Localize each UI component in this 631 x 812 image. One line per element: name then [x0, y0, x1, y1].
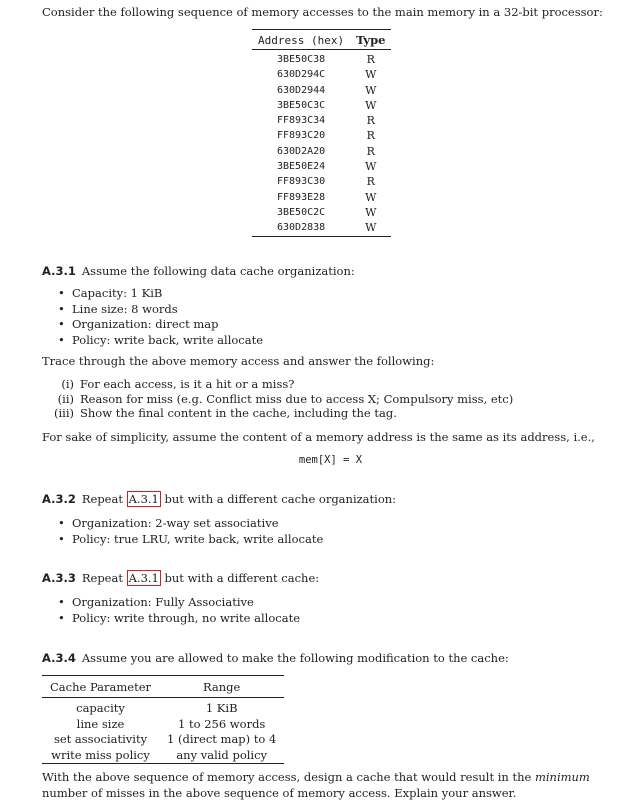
table-row [252, 98, 391, 113]
list-item [48, 377, 513, 392]
type-cell: W [365, 190, 377, 204]
section-a34-title [42, 651, 509, 665]
type-header: Type [350, 30, 391, 50]
table-row [42, 748, 284, 764]
list-item: • Policy: write through, no write allocate [58, 611, 300, 627]
list-item [48, 406, 513, 421]
step-text: Reason for miss (e.g. Conflict miss due to access X; Compulsory miss, etc) [80, 391, 514, 406]
section-text: Assume you are allowed to make the following modification to the cache: [81, 651, 509, 665]
step-marker: (ii) [57, 391, 74, 406]
table-row [252, 190, 391, 205]
parameter-cell: line size [76, 716, 125, 731]
final-text-emphasis: minimum [534, 770, 590, 784]
address-header: Address (hex) [252, 30, 350, 50]
step-marker: (i) [61, 377, 74, 391]
type-cell: W [365, 98, 377, 112]
section-text: Assume the following data cache organization: [81, 264, 355, 278]
section-number: A.3.2 [42, 492, 76, 506]
code-equation [0, 454, 631, 466]
list-item: • Policy: true LRU, write back, write allocate [58, 532, 323, 548]
intro-text: Consider the following sequence of memory accesses to the main memory in a 32-bit processor: [42, 5, 603, 19]
parameter-header: Cache Parameter [42, 676, 159, 698]
type-cell: R [366, 114, 375, 128]
type-cell: R [366, 53, 375, 66]
range-cell: any valid policy [176, 747, 268, 762]
a31-reference-link[interactable]: A.3.1 [128, 492, 159, 506]
section-pre: Repeat [81, 571, 123, 585]
type-cell: W [365, 205, 377, 219]
table-row [42, 698, 284, 717]
address-cell: FF893C30 [277, 176, 326, 188]
type-cell: W [365, 160, 377, 174]
section-number: A.3.4 [42, 651, 76, 665]
section-post: but with a different cache: [164, 571, 320, 585]
table-row [252, 144, 391, 159]
table-row [252, 50, 391, 68]
step-text: For each access, is it a hit or a miss? [80, 377, 295, 391]
step-marker: (iii) [53, 406, 74, 420]
section-number: A.3.3 [42, 571, 76, 585]
memory-access-table [252, 29, 391, 237]
address-cell: FF893C34 [277, 115, 326, 127]
trace-instruction: Trace through the above memory access and answer the following: [42, 354, 435, 368]
address-cell: 630D2A20 [277, 145, 326, 157]
table-row [42, 732, 284, 748]
section-number: A.3.1 [42, 264, 76, 278]
table-row [252, 174, 391, 189]
address-cell: FF893C20 [277, 130, 326, 142]
final-text-post: number of misses in the above sequence of memory access. Explain your answer. [42, 785, 517, 800]
a31-reference-link[interactable]: A.3.1 [128, 571, 159, 585]
section-a33-title [42, 571, 319, 585]
address-cell: 3BE50C3C [277, 99, 326, 111]
table-row [42, 717, 284, 733]
list-item: • Organization: Fully Associative [58, 595, 300, 611]
table-row [252, 220, 391, 236]
address-cell: 3BE50C38 [277, 54, 326, 65]
parameter-cell: capacity [76, 701, 125, 715]
cache-parameter-table [42, 675, 284, 764]
list-item: • Line size: 8 words [58, 302, 263, 318]
type-cell: R [366, 144, 375, 158]
range-cell: 1 (direct map) to 4 [167, 732, 277, 746]
a33-bullet-list [58, 595, 300, 626]
section-a31-title [42, 264, 355, 278]
table-row [252, 205, 391, 220]
section-a32-title [42, 492, 396, 506]
type-cell: R [366, 129, 375, 143]
table-row [252, 128, 391, 143]
parameter-cell: write miss policy [51, 747, 150, 762]
a32-bullet-list [58, 516, 323, 547]
simplicity-note: For sake of simplicity, assume the content of a memory address is the same as its address, i.e., [42, 430, 595, 444]
final-text-pre: With the above sequence of memory access, design a cache that would result in the [42, 770, 532, 784]
address-cell: 630D2944 [277, 84, 326, 96]
range-cell: 1 KiB [205, 701, 238, 715]
code-text: mem[X] = X [298, 454, 363, 466]
address-cell: 630D294C [277, 69, 326, 81]
table-row [252, 83, 391, 98]
section-post: but with a different cache organization: [164, 492, 397, 506]
type-cell: R [366, 175, 375, 189]
type-cell: W [365, 68, 377, 82]
section-pre: Repeat [81, 492, 123, 506]
final-question [42, 770, 622, 801]
table-row [252, 113, 391, 128]
parameter-cell: set associativity [53, 732, 148, 746]
list-item: • Organization: 2-way set associative [58, 516, 323, 532]
list-item: • Organization: direct map [58, 317, 263, 333]
access-table-header [252, 30, 391, 50]
params-table-header [42, 676, 284, 698]
address-cell: FF893E28 [277, 191, 326, 203]
list-item: • Capacity: 1 KiB [58, 286, 263, 302]
type-cell: W [365, 83, 377, 97]
table-row [252, 159, 391, 174]
range-header: Range [159, 676, 284, 698]
a31-steps-list [48, 377, 513, 421]
step-text: Show the final content in the cache, including the tag. [80, 406, 397, 420]
list-item [48, 392, 513, 407]
address-cell: 3BE50E24 [277, 161, 326, 173]
type-cell: W [365, 221, 377, 235]
address-cell: 630D2838 [277, 222, 326, 234]
address-cell: 3BE50C2C [277, 206, 326, 218]
a31-bullet-list [58, 286, 263, 348]
range-cell: 1 to 256 words [178, 716, 266, 731]
table-row [252, 67, 391, 82]
list-item: • Policy: write back, write allocate [58, 333, 263, 349]
